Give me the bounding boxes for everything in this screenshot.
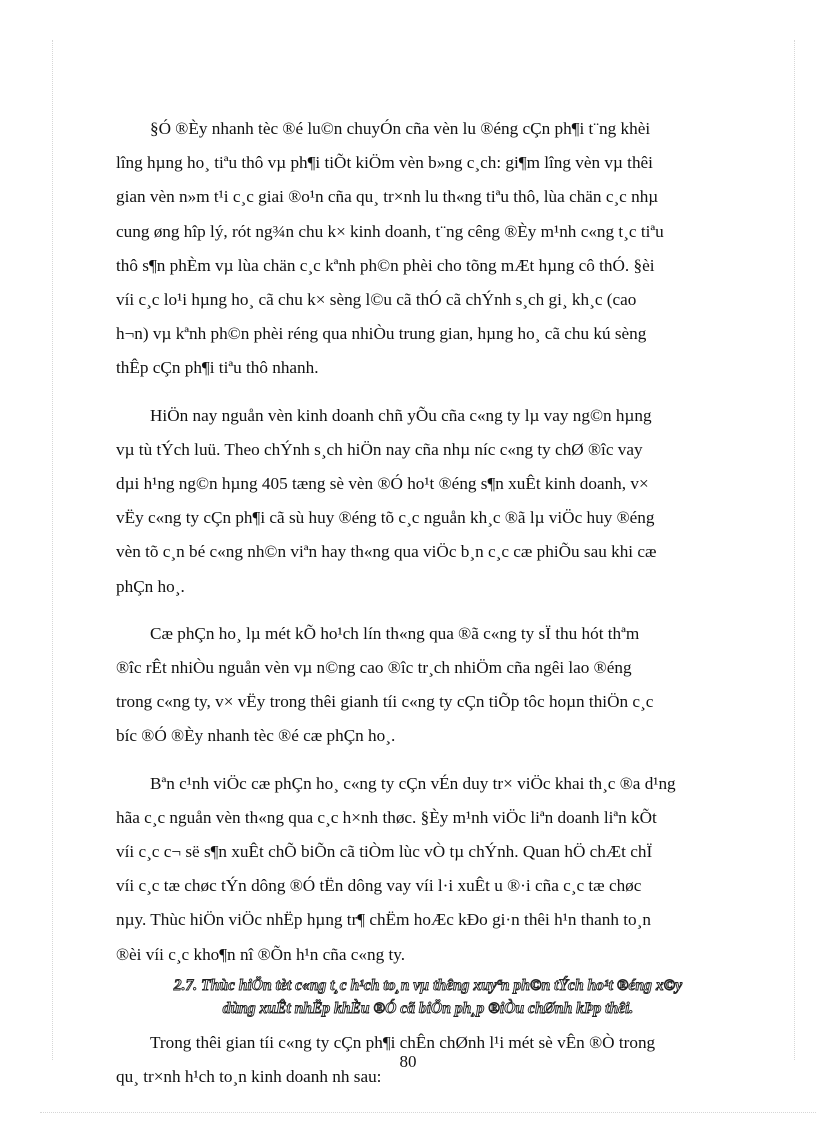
text-line: Cæ phÇn ho¸ lµ mét kÕ ho¹ch lín th«ng qua ®ã c«ng ty sÏ thu hót thªm (150, 623, 640, 643)
paragraph-3 (116, 617, 740, 754)
text-line: §Ó ®Èy nhanh tèc ®é lu©n chuyÓn cña vèn lu ®éng cÇn ph¶i t¨ng khèi (150, 119, 651, 138)
text-line: vèn tõ c¸n bé c«ng nh©n viªn hay th«ng qua viÖc b¸n c¸c cæ phiÕu sau khi cæ (116, 542, 657, 562)
text-line: thÊp cÇn ph¶i tiªu thô nhanh. (116, 358, 319, 378)
text-line: h¬n) vµ kªnh ph©n phèi réng qua nhiÒu trung gian, hµng ho¸ cã chu kú sèng (116, 324, 647, 344)
text-line: ®èi víi c¸c kho¶n nî ®Õn h¹n cña c«ng ty. (116, 944, 406, 964)
paragraph-2 (116, 399, 740, 604)
text-line: gian vèn n»m t¹i c¸c giai ®o¹n cña qu¸ tr×nh lu th«ng tiªu thô, lùa chän c¸c nhµ (116, 187, 659, 207)
text-line: HiÖn nay nguån vèn kinh doanh chñ yÕu cña c«ng ty lµ vay ng©n hµng (150, 405, 652, 425)
paragraph-4 (116, 767, 740, 972)
text-line: qu¸ tr×nh h¹ch to¸n kinh doanh nh sau: (116, 1067, 382, 1087)
page-number: 80 (399, 1052, 417, 1071)
page-content (116, 112, 740, 1094)
text-line: trong c«ng ty, v× vËy trong thêi gianh tíi c«ng ty cÇn tiÕp tôc hoµn thiÖn c¸c (116, 692, 654, 712)
text-line: cung øng hîp lý, rót ng¾n chu k× kinh doanh, t¨ng cêng ®Èy m¹nh c«ng t¸c tiªu (116, 221, 664, 241)
text-line: nµy. Thùc hiÖn viÖc nhËp hµng tr¶ chËm hoÆc kÐo gi·n thêi h¹n thanh to¸n (116, 910, 651, 930)
text-line: vµ tù tÝch luü. Theo chÝnh s¸ch hiÖn nay cña nhµ níc c«ng ty chØ ®îc vay (116, 439, 643, 459)
text-line: dµi h¹ng ng©n hµng 405 tæng sè vèn ®Ó ho¹t ®éng s¶n xuÊt kinh doanh, v× (116, 474, 649, 494)
page-border-left (52, 40, 53, 1060)
text-line: phÇn ho¸. (116, 576, 185, 596)
section-heading-line: 2.7. Thùc hiÖn tèt c«ng t¸c h¹ch to¸n vµ thêng xuyªn ph©n tÝch ho¹t ®éng x©y (173, 976, 683, 994)
text-line: víi c¸c c¬ së s¶n xuÊt chÕ biÕn cã tiÒm lùc vÒ tµ chÝnh. Quan hÖ chÆt chÏ (116, 842, 653, 862)
text-line: víi c¸c tæ chøc tÝn dông ®Ó tËn dông vay víi l·i xuÊt u ®·i cña c¸c tæ chøc (116, 876, 642, 896)
text-line: víi c¸c lo¹i hµng ho¸ cã chu k× sèng l©u cã thÓ cã chÝnh s¸ch gi¸ kh¸c (cao (116, 290, 637, 310)
text-line: Trong thêi gian tíi c«ng ty cÇn ph¶i chÊn chØnh l¹i mét sè vÊn ®Ò trong (150, 1032, 656, 1052)
text-line: hãa c¸c nguån vèn th«ng qua c¸c h×nh thøc. §Èy m¹nh viÖc liªn doanh liªn kÕt (116, 807, 657, 827)
paragraph-1 (116, 112, 740, 386)
page-border-right (794, 40, 795, 1060)
section-heading-line: dùng xuÊt nhËp khÈu ®Ó cã biÖn ph¸p ®iÒu chØnh kÞp thêi. (222, 999, 634, 1017)
text-line: Bªn c¹nh viÖc cæ phÇn ho¸ c«ng ty cÇn vÉn duy tr× viÖc khai th¸c ®a d¹ng (150, 773, 676, 793)
page-border-bottom (40, 1112, 816, 1113)
text-line: thô s¶n phÈm vµ lùa chän c¸c kªnh ph©n phèi cho tõng mÆt hµng cô thÓ. §èi (116, 255, 655, 275)
section-heading (116, 974, 740, 1020)
text-line: ®îc rÊt nhiÒu nguån vèn vµ n©ng cao ®îc tr¸ch nhiÖm cña ngêi lao ®éng (116, 658, 632, 678)
text-line: vËy c«ng ty cÇn ph¶i cã sù huy ®éng tõ c¸c nguån kh¸c ®ã lµ viÖc huy ®éng (116, 508, 655, 528)
text-line: lîng hµng ho¸ tiªu thô vµ ph¶i tiÕt kiÖm vèn b»ng c¸ch: gi¶m lîng vèn vµ thêi (116, 153, 653, 173)
text-line: bíc ®Ó ®Èy nhanh tèc ®é cæ phÇn ho¸. (116, 726, 396, 746)
